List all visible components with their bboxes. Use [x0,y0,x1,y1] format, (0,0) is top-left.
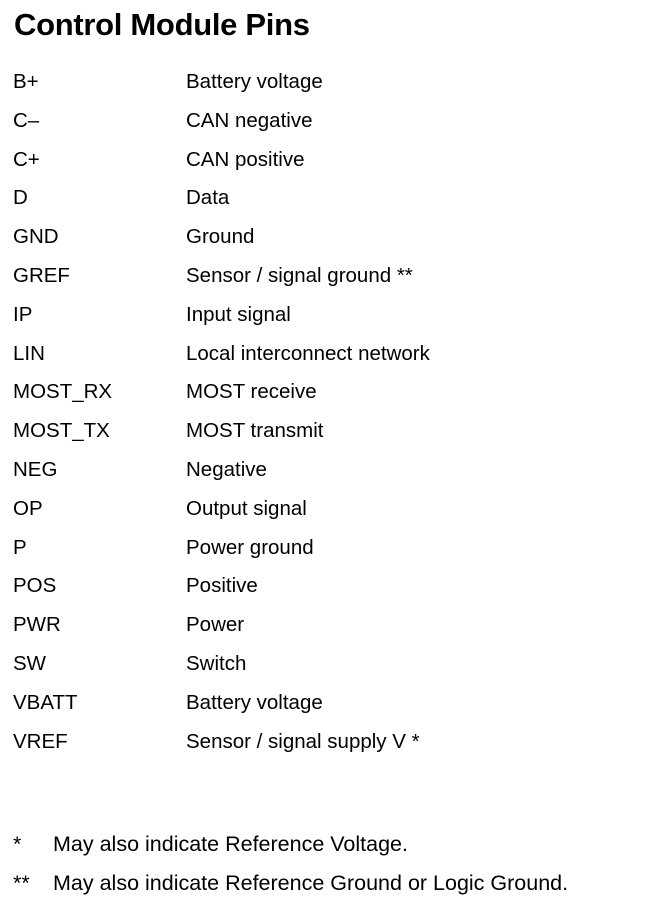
pin-description: Output signal [186,496,307,520]
pin-code: B+ [13,70,39,93]
pin-code: C+ [13,147,40,171]
pin-code: POS [13,574,57,598]
table-row [13,141,653,180]
pin-code: VREF [13,729,68,753]
pin-description: Power [186,613,245,637]
table-row [13,645,653,684]
table-row [13,606,653,645]
table-row [13,529,653,568]
table-row [13,373,653,412]
pin-code: GND [13,225,59,249]
table-row [13,296,653,335]
pin-code: NEG [13,457,58,481]
pin-description: Sensor / signal ground ** [186,263,413,287]
pin-code: C– [13,108,40,132]
footnote-text: May also indicate Reference Ground or Logic Ground. [53,871,569,895]
table-row [13,451,653,490]
pin-description: Negative [186,457,267,481]
table-row [13,412,653,451]
footnotes [13,825,663,903]
pin-description: Battery voltage [186,690,323,714]
pin-code: OP [13,496,43,520]
pin-table [13,63,653,761]
pin-description: Data [186,186,230,210]
footnote [13,825,663,864]
table-row [13,723,653,762]
pin-description: Battery voltage [186,70,323,93]
pin-description: Sensor / signal supply V * [186,729,420,753]
pin-description: MOST receive [186,380,317,404]
pin-code: IP [13,302,33,326]
pin-code: MOST_RX [13,380,113,404]
pin-description: Power ground [186,535,314,559]
pin-description: MOST transmit [186,419,324,443]
pin-code: P [13,535,27,559]
page-title: Control Module Pins [14,7,310,42]
table-row [13,567,653,606]
footnote-marker: ** [13,871,30,895]
table-row [13,490,653,529]
pin-description: Input signal [186,302,291,326]
pin-description: CAN positive [186,147,305,171]
pin-code: SW [13,651,47,675]
table-row [13,684,653,723]
pin-code: VBATT [13,690,78,714]
pin-description: Local interconnect network [186,341,430,365]
table-row [13,102,653,141]
table-row [13,257,653,296]
table-row [13,335,653,374]
footnote-text: May also indicate Reference Voltage. [53,832,408,856]
footnote [13,864,663,903]
pin-code: MOST_TX [13,419,110,443]
pin-description: Ground [186,225,255,249]
table-row [13,63,653,102]
table-row [13,179,653,218]
table-row [13,218,653,257]
pin-code: LIN [13,341,45,365]
pin-code: D [13,186,28,210]
pin-code: GREF [13,263,70,287]
pin-description: CAN negative [186,108,313,132]
pin-description: Positive [186,574,258,598]
footnote-marker: * [13,832,22,856]
pin-description: Switch [186,651,247,675]
pin-code: PWR [13,613,61,637]
